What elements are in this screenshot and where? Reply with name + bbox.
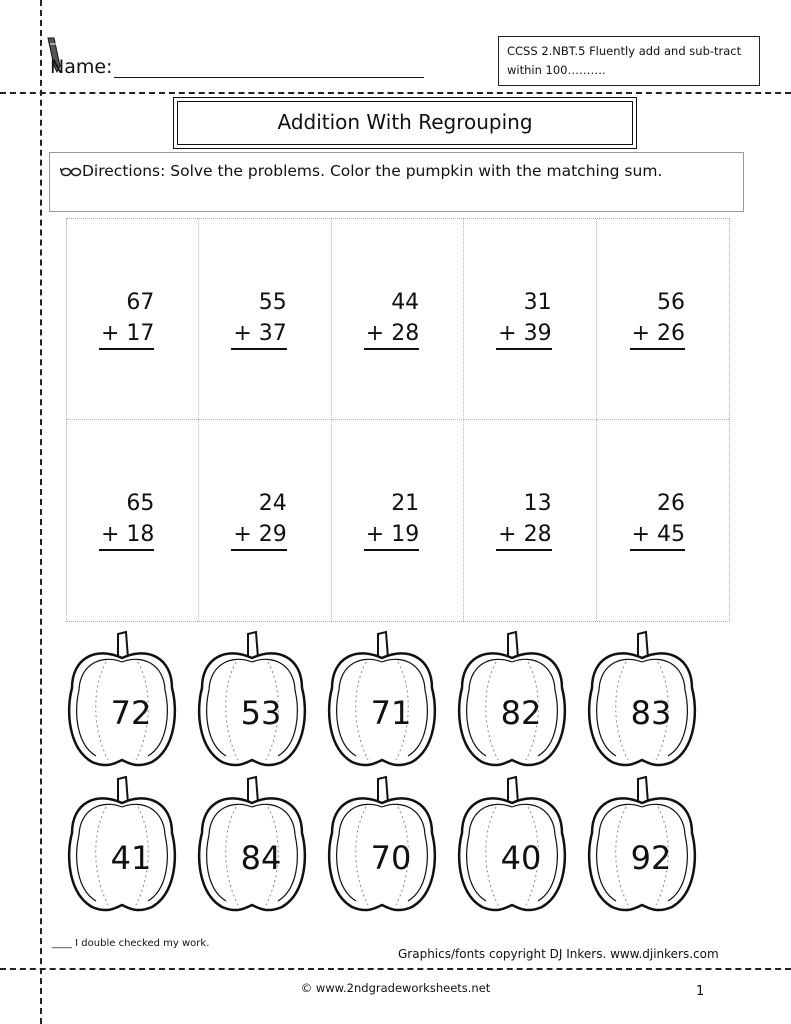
name-line[interactable] xyxy=(114,59,424,78)
pumpkin-answer[interactable] xyxy=(66,628,196,773)
credit-text: Graphics/fonts copyright DJ Inkers. www.djinkers.com xyxy=(398,947,719,961)
problem-cell[interactable] xyxy=(199,420,331,621)
pumpkin-number: 40 xyxy=(500,839,542,877)
addend-bottom: + 17 xyxy=(99,320,154,350)
pumpkin-number: 82 xyxy=(500,694,542,732)
glasses-icon xyxy=(60,166,82,178)
pumpkin-answer[interactable] xyxy=(326,773,456,918)
name-label: Name: xyxy=(50,56,113,78)
pumpkin-number: 83 xyxy=(630,694,672,732)
addend-top: 31 xyxy=(523,290,552,315)
addend-top: 13 xyxy=(523,491,552,516)
addend-bottom: + 37 xyxy=(231,320,286,350)
problem-cell[interactable] xyxy=(67,420,199,621)
addend-bottom: + 39 xyxy=(496,320,551,350)
addend-bottom: + 45 xyxy=(630,521,685,551)
pumpkin-answer[interactable] xyxy=(326,628,456,773)
name-field[interactable] xyxy=(50,56,424,78)
standard-box: CCSS 2.NBT.5 Fluently add and sub-tract within 100………. xyxy=(498,36,760,86)
top-guide-line xyxy=(0,92,791,94)
addend-top: 55 xyxy=(258,290,287,315)
page-title: Addition With Regrouping xyxy=(177,101,633,145)
addend-top: 26 xyxy=(656,491,685,516)
website-footer: © www.2ndgradeworksheets.net xyxy=(300,981,491,995)
problem-grid xyxy=(66,218,730,622)
pumpkin-answer[interactable] xyxy=(586,628,716,773)
addend-top: 67 xyxy=(126,290,155,315)
pumpkin-number: 70 xyxy=(370,839,412,877)
bottom-guide-line xyxy=(0,968,791,970)
pumpkin-number: 53 xyxy=(240,694,282,732)
addend-bottom: + 28 xyxy=(496,521,551,551)
pumpkin-number: 71 xyxy=(370,694,412,732)
pumpkin-number: 92 xyxy=(630,839,672,877)
pumpkin-answer[interactable] xyxy=(456,773,586,918)
pumpkin-number: 84 xyxy=(240,839,282,877)
addend-bottom: + 18 xyxy=(99,521,154,551)
directions-box xyxy=(49,152,744,212)
problem-cell[interactable] xyxy=(597,420,729,621)
problem-cell[interactable] xyxy=(464,420,596,621)
directions-text: Directions: Solve the problems. Color the pumpkin with the matching sum. xyxy=(82,162,663,180)
addend-top: 56 xyxy=(656,290,685,315)
pumpkin-answer[interactable] xyxy=(586,773,716,918)
pumpkin-number: 41 xyxy=(110,839,152,877)
left-margin-guide xyxy=(40,0,42,1024)
addend-bottom: + 29 xyxy=(231,521,286,551)
title-box xyxy=(173,97,637,149)
addend-bottom: + 26 xyxy=(630,320,685,350)
addend-bottom: + 19 xyxy=(364,521,419,551)
addend-bottom: + 28 xyxy=(364,320,419,350)
problem-cell[interactable] xyxy=(67,219,199,420)
problem-cell[interactable] xyxy=(199,219,331,420)
pumpkin-answer[interactable] xyxy=(196,628,326,773)
problem-cell[interactable] xyxy=(597,219,729,420)
addend-top: 21 xyxy=(391,491,420,516)
pumpkin-grid xyxy=(66,628,716,918)
page-number: 1 xyxy=(696,984,705,999)
double-check-line: ____ I double checked my work. xyxy=(52,938,210,949)
problem-cell[interactable] xyxy=(332,219,464,420)
pumpkin-answer[interactable] xyxy=(456,628,586,773)
pumpkin-answer[interactable] xyxy=(196,773,326,918)
pumpkin-number: 72 xyxy=(110,694,152,732)
problem-cell[interactable] xyxy=(464,219,596,420)
addend-top: 44 xyxy=(391,290,420,315)
problem-cell[interactable] xyxy=(332,420,464,621)
pumpkin-answer[interactable] xyxy=(66,773,196,918)
addend-top: 24 xyxy=(258,491,287,516)
addend-top: 65 xyxy=(126,491,155,516)
